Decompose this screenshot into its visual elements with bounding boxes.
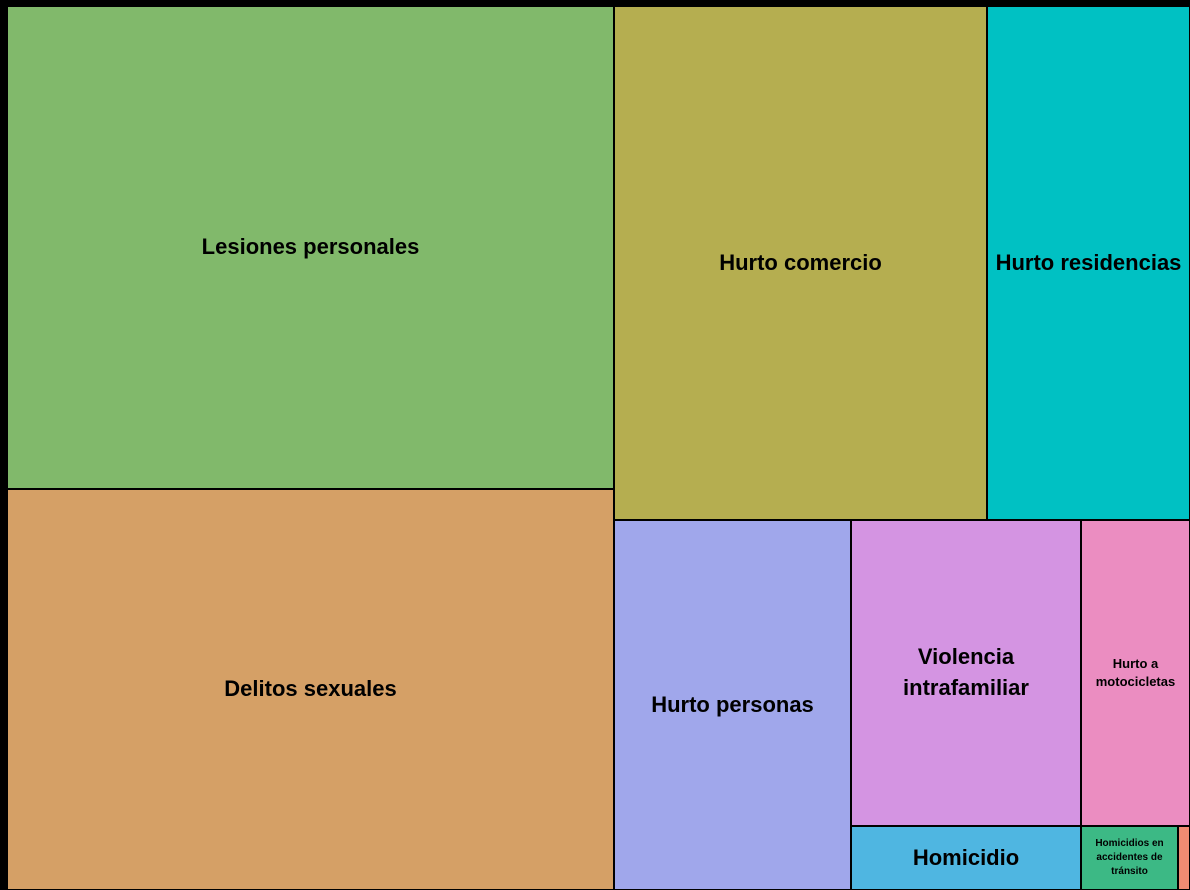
treemap-tile-label: Hurto a motocicletas: [1095, 655, 1176, 689]
treemap-tile-tile-9: [1178, 826, 1190, 890]
treemap-tile-label: Hurto personas: [651, 691, 814, 717]
treemap-tile-hurto-comercio: [614, 6, 987, 520]
treemap-tile-label: Violencia intrafamiliar: [903, 644, 1029, 700]
treemap-tile-violencia-intrafamiliar: [851, 520, 1081, 826]
treemap-tile-hurto-personas: [614, 520, 851, 890]
treemap-tile-hurto-residencias: [987, 6, 1190, 520]
treemap-tile-homicidio: [851, 826, 1081, 890]
treemap-tile-label: Homicidios en accidentes de tránsito: [1095, 838, 1164, 877]
treemap-tile-label: Hurto residencias: [995, 249, 1182, 275]
treemap-tile-label: Lesiones personales: [201, 234, 420, 260]
treemap-tile-lesiones-personales: [7, 6, 614, 489]
treemap-tile-hurto-a-motocicletas: [1081, 520, 1190, 826]
treemap-tile-label: Delitos sexuales: [224, 676, 397, 702]
treemap-tile-homicidios-en-accidentes-de-transito: [1081, 826, 1178, 890]
treemap-tile-label: Homicidio: [912, 844, 1020, 870]
treemap-tile-delitos-sexuales: [7, 489, 614, 890]
treemap-tile-label: Hurto comercio: [719, 249, 882, 275]
